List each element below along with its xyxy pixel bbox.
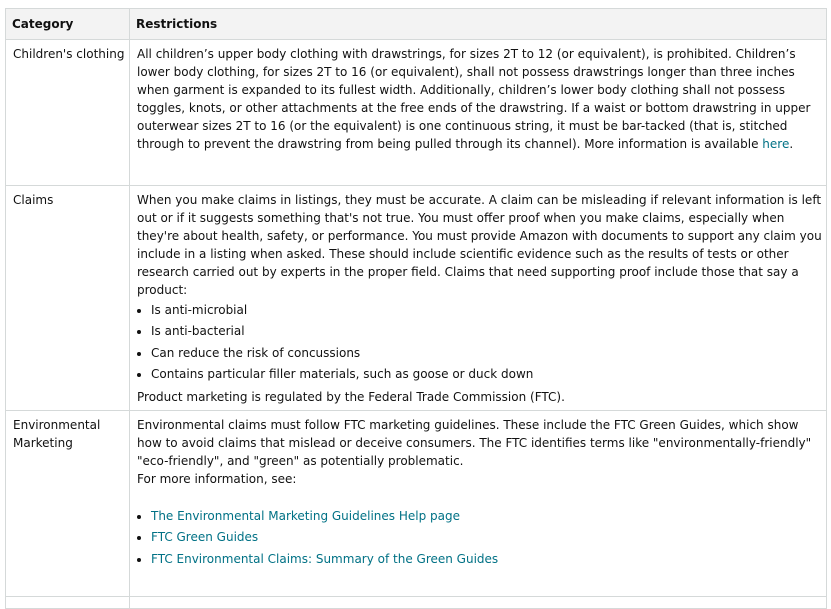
restrictions-table	[5, 8, 827, 609]
restriction-end: .	[789, 137, 794, 151]
ftc-green-guides-link[interactable]: FTC Green Guides	[151, 530, 259, 545]
list-item	[151, 527, 823, 548]
table-header-row	[6, 9, 827, 40]
restriction-text	[137, 45, 823, 153]
category-cell: Children's clothing	[6, 40, 130, 186]
list-item	[151, 506, 823, 527]
table-row	[6, 186, 827, 411]
ftc-summary-link[interactable]: FTC Environmental Claims: Summary of the Green Guides	[151, 551, 499, 566]
claims-list	[137, 300, 823, 386]
table-row	[6, 40, 827, 186]
list-item: • Is anti-microbial	[151, 300, 823, 321]
restriction-body: All children’s upper body clothing with drawstrings, for sizes 2T to 12 (or equivalent), is prohibited. Children’s lower body clothing, for sizes 2T to 16 (or equivalent), shall not possess drawstrings longer than three inches when garment is expanded to its fullest width. Additionally, children’s lower body clothing shall not possess toggles, knots, or other attachments at the free ends of the drawstring. If a waist or bottom drawstring in upper outerwear sizes 2T to 16 (or the equivalent) is one continuous string, it must be bar-tacked (that is, stitched through to prevent the drawstring from being pulled through its channel). More information is available	[137, 47, 811, 151]
list-item: • Can reduce the risk of concussions	[151, 343, 823, 364]
more-info-text: For more information, see:	[137, 472, 297, 486]
column-header-restrictions: Restrictions	[130, 9, 827, 40]
restrictions-cell	[130, 597, 827, 609]
category-cell: Claims	[6, 186, 130, 411]
list-item: • Contains particular filler materials, such as goose or duck down	[151, 364, 823, 385]
claims-footer: Product marketing is regulated by the Federal Trade Commission (FTC).	[137, 389, 565, 404]
restrictions-cell	[130, 40, 827, 186]
category-cell	[6, 597, 130, 609]
list-item: • Is anti-bacterial	[151, 321, 823, 342]
restrictions-cell	[130, 186, 827, 411]
links-list	[137, 506, 823, 570]
restrictions-cell	[130, 411, 827, 597]
column-header-category: Category	[6, 9, 130, 40]
claims-text: When you make claims in listings, they must be accurate. A claim can be misleading if relevant information is left out or if it suggests something that's not true. You must offer proof when you make claims, especially when they're about health, safety, or performance. You must provide Amazon with documents to support any claim you include in a listing when asked. These should include scientific evidence such as the results of tests or other research carried out by experts in the proper field. Claims that need supporting proof include those that say a product:	[137, 193, 822, 297]
table-row	[6, 597, 827, 609]
environmental-text: Environmental claims must follow FTC marketing guidelines. These include the FTC Green Guides, which show how to avoid claims that mislead or deceive consumers. The FTC identifies terms like "environmentally-friendly" "eco-friendly", and "green" as potentially problematic.	[137, 418, 812, 468]
environmental-guidelines-link[interactable]: The Environmental Marketing Guidelines Help page	[151, 509, 460, 523]
list-item	[151, 549, 823, 570]
here-link[interactable]: here	[762, 137, 790, 151]
table-row	[6, 411, 827, 597]
category-cell: Environmental Marketing	[6, 411, 130, 597]
